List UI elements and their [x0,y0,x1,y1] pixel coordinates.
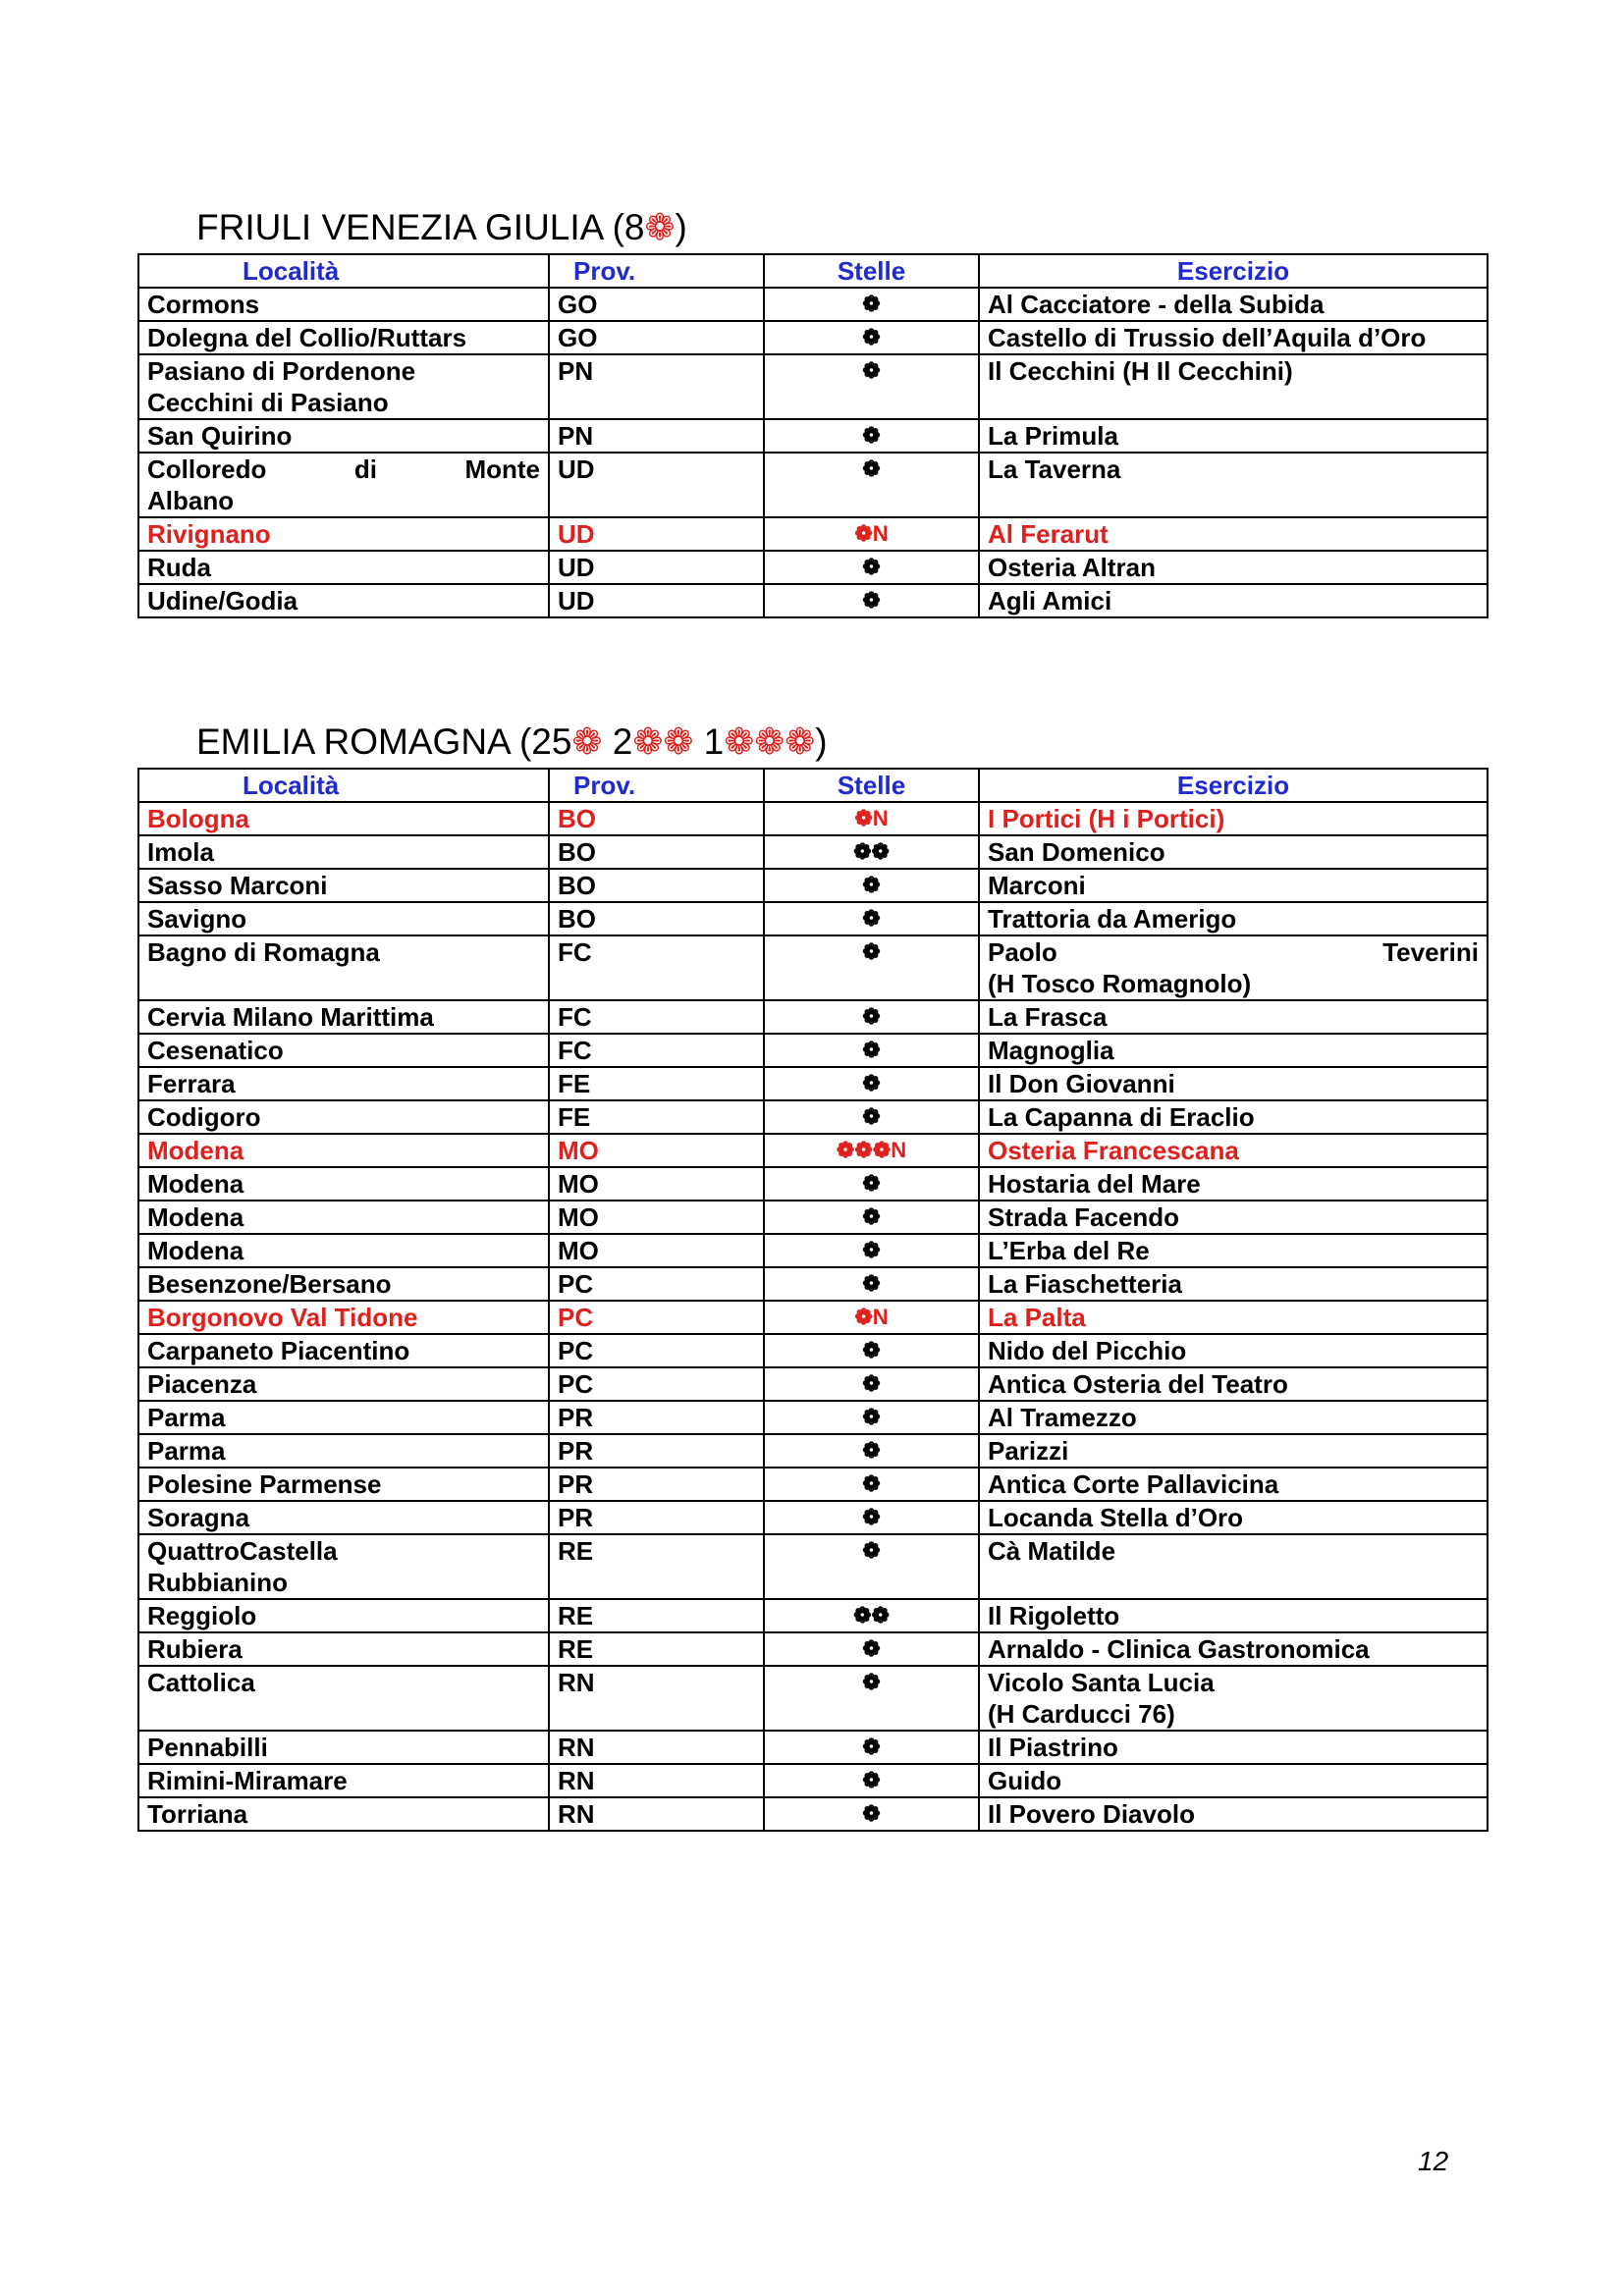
table-row [138,321,1488,354]
table-row [138,902,1488,935]
cell-esercizio: Hostaria del Mare [979,1167,1488,1201]
cell-prov: PC [549,1267,764,1301]
table-row [138,1067,1488,1100]
cell-esercizio: La Taverna [979,453,1488,517]
cell-localita: Besenzone/Bersano [138,1267,549,1301]
cell-stelle: ❁ [764,1367,979,1401]
header-prov: Prov. [549,254,764,288]
cell-localita: Ferrara [138,1067,549,1100]
table-row [138,453,1488,517]
cell-stelle: ❁N [764,1301,979,1334]
cell-prov: UD [549,517,764,551]
cell-prov: PR [549,1501,764,1534]
header-esercizio: Esercizio [979,254,1488,288]
cell-stelle: ❁N [764,517,979,551]
table-row [138,935,1488,1000]
cell-esercizio: Vicolo Santa Lucia (H Carducci 76) [979,1666,1488,1731]
cell-prov: BO [549,835,764,869]
table-row [138,1401,1488,1434]
cell-stelle: ❁ [764,1632,979,1666]
cell-localita: Rivignano [138,517,549,551]
table-row [138,354,1488,419]
cell-esercizio: La Palta [979,1301,1488,1334]
cell-stelle: ❁ [764,1067,979,1100]
cell-esercizio: La Frasca [979,1000,1488,1034]
table-row [138,1632,1488,1666]
header-stelle: Stelle [764,254,979,288]
header-stelle: Stelle [764,769,979,802]
table-body-friuli [138,288,1488,617]
header-esercizio: Esercizio [979,769,1488,802]
cell-stelle: ❁❁ [764,1599,979,1632]
cell-prov: RE [549,1632,764,1666]
cell-esercizio: Marconi [979,869,1488,902]
table-row [138,802,1488,835]
cell-esercizio: Al Tramezzo [979,1401,1488,1434]
cell-esercizio: La Primula [979,419,1488,453]
cell-localita: Cervia Milano Marittima [138,1000,549,1034]
table-row [138,835,1488,869]
cell-stelle: ❁ [764,1666,979,1731]
cell-prov: PC [549,1367,764,1401]
cell-stelle: ❁ [764,1534,979,1599]
table-row [138,1000,1488,1034]
cell-localita: Modena [138,1134,549,1167]
table-row [138,1134,1488,1167]
cell-localita: Rubiera [138,1632,549,1666]
cell-stelle: ❁ [764,288,979,321]
cell-esercizio: Agli Amici [979,584,1488,617]
cell-localita: Rimini-Miramare [138,1764,549,1797]
table-friuli [137,253,1489,618]
cell-localita: Cattolica [138,1666,549,1731]
cell-localita: Pennabilli [138,1731,549,1764]
header-prov: Prov. [549,769,764,802]
table-header-row [138,254,1488,288]
cell-prov: RN [549,1731,764,1764]
page-number: 12 [1418,2146,1449,2176]
table-row [138,1468,1488,1501]
header-localita: Località [138,769,549,802]
table-row [138,1666,1488,1731]
cell-stelle: ❁ [764,1167,979,1201]
cell-localita: Bagno di Romagna [138,935,549,1000]
table-row [138,1501,1488,1534]
table-row [138,419,1488,453]
cell-prov: PR [549,1468,764,1501]
cell-prov: RE [549,1599,764,1632]
cell-stelle: ❁ [764,453,979,517]
cell-esercizio: Al Cacciatore - della Subida [979,288,1488,321]
cell-prov: RE [549,1534,764,1599]
cell-esercizio: San Domenico [979,835,1488,869]
cell-localita: Modena [138,1167,549,1201]
michelin-star-icon: ❁ [644,207,676,247]
section-title-friuli: FRIULI VENEZIA GIULIA (8❁) [196,207,687,247]
table-emilia [137,768,1489,1832]
cell-prov: UD [549,453,764,517]
table-row [138,1764,1488,1797]
cell-prov: FE [549,1100,764,1134]
table-row [138,1367,1488,1401]
cell-localita: Torriana [138,1797,549,1831]
cell-esercizio: Osteria Altran [979,551,1488,584]
cell-stelle: ❁ [764,1334,979,1367]
cell-prov: PN [549,354,764,419]
cell-prov: GO [549,321,764,354]
cell-localita: Udine/Godia [138,584,549,617]
table-row [138,1201,1488,1234]
cell-stelle: ❁ [764,584,979,617]
cell-prov: UD [549,551,764,584]
cell-esercizio: Paolo Teverini (H Tosco Romagnolo) [979,935,1488,1000]
cell-esercizio: Castello di Trussio dell’Aquila d’Oro [979,321,1488,354]
cell-localita: Piacenza [138,1367,549,1401]
cell-stelle: ❁❁ [764,835,979,869]
cell-localita: Modena [138,1201,549,1234]
cell-localita: Ruda [138,551,549,584]
cell-localita: Savigno [138,902,549,935]
cell-esercizio: Il Povero Diavolo [979,1797,1488,1831]
cell-stelle: ❁ [764,1731,979,1764]
cell-prov: RN [549,1797,764,1831]
cell-prov: FC [549,935,764,1000]
cell-stelle: ❁N [764,802,979,835]
michelin-three-stars-icon: ❁❁❁ [724,721,816,762]
cell-stelle: ❁ [764,1401,979,1434]
cell-esercizio: Il Rigoletto [979,1599,1488,1632]
cell-localita: Polesine Parmense [138,1468,549,1501]
table-row [138,1267,1488,1301]
cell-esercizio: Antica Corte Pallavicina [979,1468,1488,1501]
cell-prov: BO [549,802,764,835]
cell-prov: FE [549,1067,764,1100]
cell-stelle: ❁ [764,1201,979,1234]
table-row [138,1434,1488,1468]
cell-localita: Sasso Marconi [138,869,549,902]
cell-esercizio: Cà Matilde [979,1534,1488,1599]
cell-prov: MO [549,1234,764,1267]
cell-localita: Cormons [138,288,549,321]
cell-esercizio: I Portici (H i Portici) [979,802,1488,835]
cell-esercizio: La Fiaschetteria [979,1267,1488,1301]
cell-localita: Imola [138,835,549,869]
cell-esercizio: Trattoria da Amerigo [979,902,1488,935]
table-row [138,1100,1488,1134]
cell-localita: Reggiolo [138,1599,549,1632]
cell-esercizio: Nido del Picchio [979,1334,1488,1367]
cell-prov: RN [549,1666,764,1731]
cell-esercizio: Il Cecchini (H Il Cecchini) [979,354,1488,419]
table-row [138,1534,1488,1599]
table-header-row [138,769,1488,802]
cell-localita: QuattroCastella Rubbianino [138,1534,549,1599]
cell-stelle: ❁❁❁N [764,1134,979,1167]
cell-esercizio: Magnoglia [979,1034,1488,1067]
cell-esercizio: Locanda Stella d’Oro [979,1501,1488,1534]
cell-stelle: ❁ [764,419,979,453]
cell-prov: PC [549,1334,764,1367]
cell-localita: Dolegna del Collio/Ruttars [138,321,549,354]
cell-prov: BO [549,869,764,902]
cell-esercizio: La Capanna di Eraclio [979,1100,1488,1134]
cell-esercizio: Antica Osteria del Teatro [979,1367,1488,1401]
cell-localita: Codigoro [138,1100,549,1134]
cell-stelle: ❁ [764,1034,979,1067]
cell-stelle: ❁ [764,1764,979,1797]
table-row [138,1731,1488,1764]
cell-localita: Cesenatico [138,1034,549,1067]
table-row [138,1599,1488,1632]
cell-prov: GO [549,288,764,321]
cell-localita: Carpaneto Piacentino [138,1334,549,1367]
cell-localita: Colloredo di Monte Albano [138,453,549,517]
table-row [138,551,1488,584]
cell-stelle: ❁ [764,1000,979,1034]
cell-stelle: ❁ [764,1434,979,1468]
section-title-emilia: EMILIA ROMAGNA (25❁ 2❁❁ 1❁❁❁) [196,721,828,762]
cell-stelle: ❁ [764,354,979,419]
cell-prov: FC [549,1034,764,1067]
cell-esercizio: Osteria Francescana [979,1134,1488,1167]
table-row [138,1334,1488,1367]
table-row [138,1034,1488,1067]
cell-esercizio: L’Erba del Re [979,1234,1488,1267]
cell-stelle: ❁ [764,1468,979,1501]
michelin-two-stars-icon: ❁❁ [632,721,694,762]
cell-prov: PN [549,419,764,453]
table-row [138,1234,1488,1267]
table-body-emilia [138,802,1488,1831]
cell-localita: Bologna [138,802,549,835]
cell-prov: MO [549,1167,764,1201]
cell-stelle: ❁ [764,1797,979,1831]
cell-stelle: ❁ [764,321,979,354]
cell-esercizio: Guido [979,1764,1488,1797]
cell-localita: Soragna [138,1501,549,1534]
cell-localita: Parma [138,1434,549,1468]
cell-localita: Parma [138,1401,549,1434]
cell-esercizio: Arnaldo - Clinica Gastronomica [979,1632,1488,1666]
table-row [138,1167,1488,1201]
cell-prov: RN [549,1764,764,1797]
cell-stelle: ❁ [764,935,979,1000]
cell-prov: PR [549,1401,764,1434]
cell-esercizio: Al Ferarut [979,517,1488,551]
table-row [138,869,1488,902]
cell-esercizio: Il Don Giovanni [979,1067,1488,1100]
cell-prov: BO [549,902,764,935]
cell-esercizio: Parizzi [979,1434,1488,1468]
table-row [138,288,1488,321]
cell-stelle: ❁ [764,1234,979,1267]
cell-prov: FC [549,1000,764,1034]
cell-prov: PC [549,1301,764,1334]
table-row [138,1301,1488,1334]
cell-prov: MO [549,1134,764,1167]
cell-stelle: ❁ [764,1100,979,1134]
cell-prov: PR [549,1434,764,1468]
michelin-star-icon: ❁ [571,721,603,762]
cell-prov: MO [549,1201,764,1234]
cell-localita: Modena [138,1234,549,1267]
cell-stelle: ❁ [764,1501,979,1534]
table-row [138,1797,1488,1831]
header-localita: Località [138,254,549,288]
cell-prov: UD [549,584,764,617]
cell-esercizio: Il Piastrino [979,1731,1488,1764]
cell-stelle: ❁ [764,869,979,902]
cell-stelle: ❁ [764,1267,979,1301]
table-row [138,584,1488,617]
cell-localita: San Quirino [138,419,549,453]
cell-localita: Borgonovo Val Tidone [138,1301,549,1334]
cell-stelle: ❁ [764,551,979,584]
cell-stelle: ❁ [764,902,979,935]
cell-localita: Pasiano di Pordenone Cecchini di Pasiano [138,354,549,419]
cell-esercizio: Strada Facendo [979,1201,1488,1234]
table-row [138,517,1488,551]
